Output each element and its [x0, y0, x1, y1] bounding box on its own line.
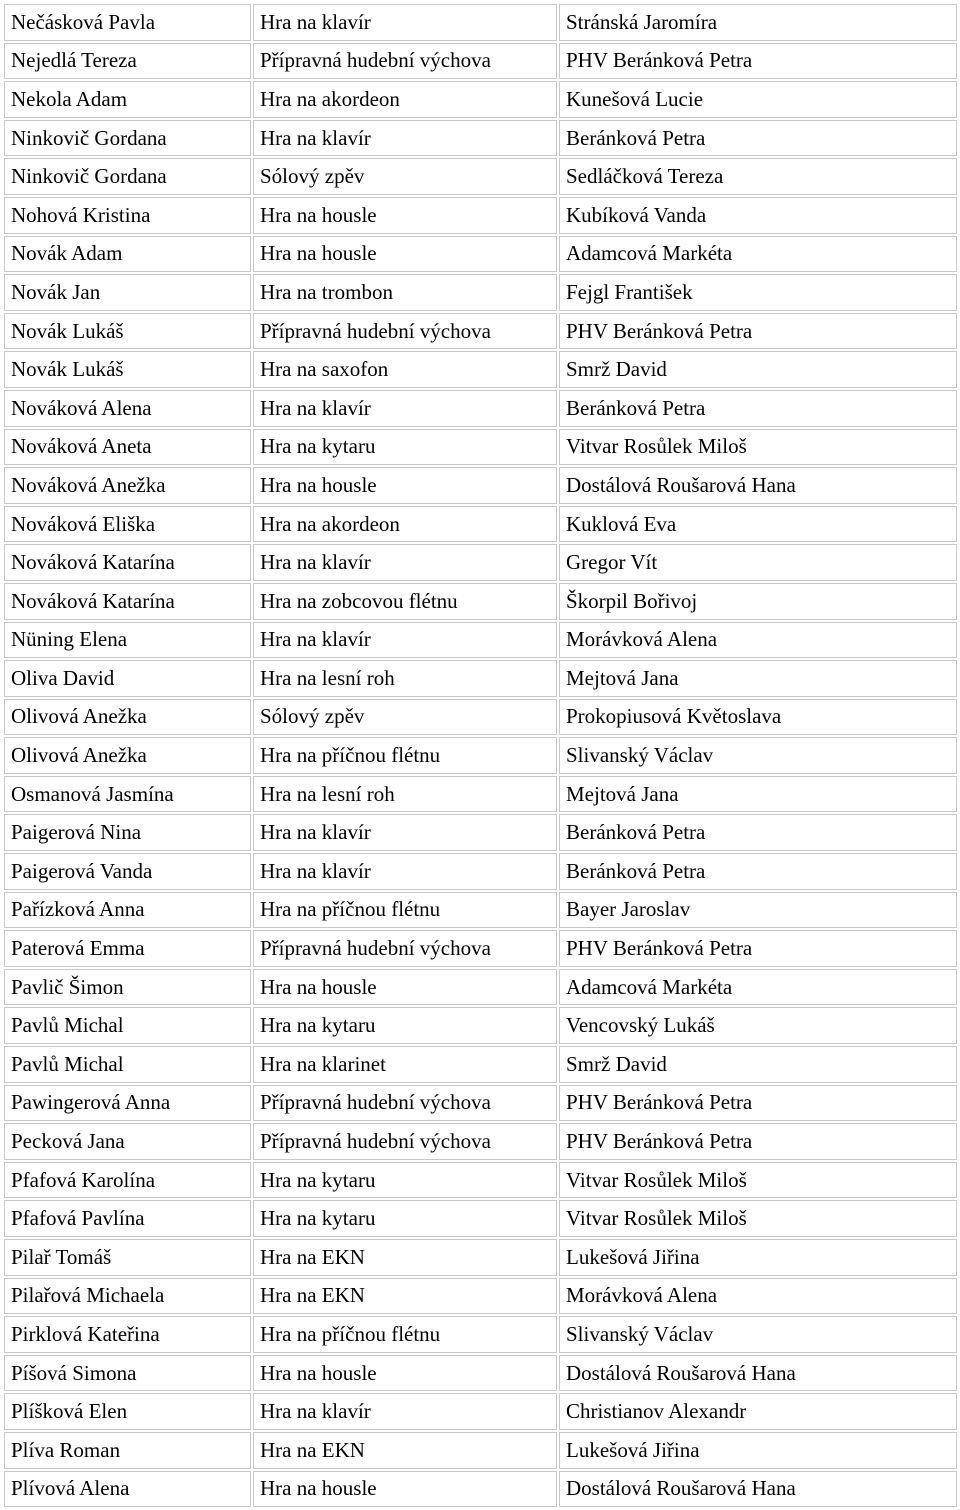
student-name-cell: Novák Lukáš [4, 351, 251, 388]
student-name-cell: Nüning Elena [4, 622, 251, 659]
table-row [4, 1471, 957, 1508]
table-row [4, 583, 957, 620]
student-name-cell: Osmanová Jasmína [4, 776, 251, 813]
subject-cell: Hra na akordeon [253, 81, 557, 118]
subject-cell: Hra na saxofon [253, 351, 557, 388]
student-name-cell: Novák Lukáš [4, 313, 251, 350]
teacher-cell: Vitvar Rosůlek Miloš [559, 1200, 957, 1237]
student-name-cell: Pilařová Michaela [4, 1278, 251, 1315]
subject-cell: Hra na klavír [253, 390, 557, 427]
table-row [4, 1432, 957, 1469]
student-name-cell: Nováková Katarína [4, 583, 251, 620]
student-name-cell: Plívová Alena [4, 1471, 251, 1508]
student-name-cell: Pavlič Šimon [4, 969, 251, 1006]
table-row [4, 1123, 957, 1160]
teacher-cell: Christianov Alexandr [559, 1393, 957, 1430]
table-row [4, 544, 957, 581]
teacher-cell: PHV Beránková Petra [559, 930, 957, 967]
student-name-cell: Ninkovič Gordana [4, 120, 251, 157]
student-name-cell: Ninkovič Gordana [4, 158, 251, 195]
subject-cell: Hra na EKN [253, 1239, 557, 1276]
teacher-cell: PHV Beránková Petra [559, 43, 957, 80]
subject-cell: Hra na klavír [253, 622, 557, 659]
table-row [4, 120, 957, 157]
table-row [4, 81, 957, 118]
student-name-cell: Nováková Eliška [4, 506, 251, 543]
teacher-cell: Adamcová Markéta [559, 969, 957, 1006]
subject-cell: Hra na klavír [253, 1393, 557, 1430]
subject-cell: Hra na příčnou flétnu [253, 1316, 557, 1353]
teacher-cell: Smrž David [559, 351, 957, 388]
student-name-cell: Nováková Katarína [4, 544, 251, 581]
teacher-cell: Slivanský Václav [559, 1316, 957, 1353]
student-name-cell: Pavlů Michal [4, 1046, 251, 1083]
table-row [4, 1393, 957, 1430]
table-row [4, 1239, 957, 1276]
teacher-cell: Smrž David [559, 1046, 957, 1083]
student-name-cell: Paterová Emma [4, 930, 251, 967]
table-row [4, 1200, 957, 1237]
teacher-cell: Kuklová Eva [559, 506, 957, 543]
student-name-cell: Pirklová Kateřina [4, 1316, 251, 1353]
teacher-cell: Stránská Jaromíra [559, 4, 957, 41]
teacher-cell: Kubíková Vanda [559, 197, 957, 234]
subject-cell: Hra na příčnou flétnu [253, 737, 557, 774]
student-name-cell: Pilař Tomáš [4, 1239, 251, 1276]
teacher-cell: Škorpil Bořivoj [559, 583, 957, 620]
teacher-cell: Mejtová Jana [559, 776, 957, 813]
subject-cell: Přípravná hudební výchova [253, 930, 557, 967]
student-name-cell: Nekola Adam [4, 81, 251, 118]
teacher-cell: Sedláčková Tereza [559, 158, 957, 195]
subject-cell: Hra na klavír [253, 814, 557, 851]
teacher-cell: Dostálová Roušarová Hana [559, 1355, 957, 1392]
table-row [4, 969, 957, 1006]
table-row [4, 1316, 957, 1353]
subject-cell: Hra na lesní roh [253, 776, 557, 813]
student-name-cell: Oliva David [4, 660, 251, 697]
student-name-cell: Pařízková Anna [4, 892, 251, 929]
teacher-cell: Morávková Alena [559, 622, 957, 659]
student-name-cell: Olivová Anežka [4, 699, 251, 736]
subject-cell: Sólový zpěv [253, 699, 557, 736]
teacher-cell: PHV Beránková Petra [559, 313, 957, 350]
subject-cell: Hra na EKN [253, 1432, 557, 1469]
table-row [4, 1355, 957, 1392]
table-row [4, 467, 957, 504]
teacher-cell: Fejgl František [559, 274, 957, 311]
student-name-cell: Pfafová Karolína [4, 1162, 251, 1199]
subject-cell: Přípravná hudební výchova [253, 1123, 557, 1160]
student-name-cell: Pawingerová Anna [4, 1085, 251, 1122]
table-row [4, 4, 957, 41]
student-name-cell: Paigerová Vanda [4, 853, 251, 890]
teacher-cell: PHV Beránková Petra [559, 1085, 957, 1122]
subject-cell: Hra na kytaru [253, 1200, 557, 1237]
teacher-cell: PHV Beránková Petra [559, 1123, 957, 1160]
subject-cell: Hra na akordeon [253, 506, 557, 543]
table-row [4, 892, 957, 929]
student-name-cell: Nejedlá Tereza [4, 43, 251, 80]
table-row [4, 351, 957, 388]
student-name-cell: Olivová Anežka [4, 737, 251, 774]
subject-cell: Hra na kytaru [253, 1007, 557, 1044]
teacher-cell: Slivanský Václav [559, 737, 957, 774]
subject-cell: Hra na housle [253, 1355, 557, 1392]
student-name-cell: Nováková Aneta [4, 429, 251, 466]
teacher-cell: Lukešová Jiřina [559, 1239, 957, 1276]
teacher-cell: Bayer Jaroslav [559, 892, 957, 929]
subject-cell: Hra na kytaru [253, 1162, 557, 1199]
subject-cell: Hra na klavír [253, 120, 557, 157]
subject-cell: Přípravná hudební výchova [253, 1085, 557, 1122]
subject-cell: Hra na klavír [253, 544, 557, 581]
subject-cell: Sólový zpěv [253, 158, 557, 195]
teacher-cell: Beránková Petra [559, 120, 957, 157]
table-row [4, 1085, 957, 1122]
subject-cell: Hra na EKN [253, 1278, 557, 1315]
table-row [4, 390, 957, 427]
teacher-cell: Dostálová Roušarová Hana [559, 1471, 957, 1508]
subject-cell: Hra na kytaru [253, 429, 557, 466]
table-row [4, 274, 957, 311]
student-name-cell: Pavlů Michal [4, 1007, 251, 1044]
teacher-cell: Lukešová Jiřina [559, 1432, 957, 1469]
teacher-cell: Prokopiusová Květoslava [559, 699, 957, 736]
student-name-cell: Nohová Kristina [4, 197, 251, 234]
teacher-cell: Beránková Petra [559, 390, 957, 427]
subject-cell: Hra na klarinet [253, 1046, 557, 1083]
student-name-cell: Pfafová Pavlína [4, 1200, 251, 1237]
table-row [4, 313, 957, 350]
table-row [4, 1007, 957, 1044]
subject-cell: Hra na housle [253, 1471, 557, 1508]
table-row [4, 43, 957, 80]
student-name-cell: Plíva Roman [4, 1432, 251, 1469]
subject-cell: Přípravná hudební výchova [253, 43, 557, 80]
table-row [4, 814, 957, 851]
table-row [4, 737, 957, 774]
table-row [4, 158, 957, 195]
subject-cell: Hra na klavír [253, 4, 557, 41]
student-name-cell: Plíšková Elen [4, 1393, 251, 1430]
table-row [4, 197, 957, 234]
teacher-cell: Dostálová Roušarová Hana [559, 467, 957, 504]
subject-cell: Hra na trombon [253, 274, 557, 311]
teacher-cell: Beránková Petra [559, 814, 957, 851]
teacher-cell: Beránková Petra [559, 853, 957, 890]
subject-cell: Hra na lesní roh [253, 660, 557, 697]
teacher-cell: Morávková Alena [559, 1278, 957, 1315]
teacher-cell: Adamcová Markéta [559, 236, 957, 273]
subject-cell: Hra na příčnou flétnu [253, 892, 557, 929]
table-row [4, 506, 957, 543]
table-row [4, 930, 957, 967]
subject-cell: Přípravná hudební výchova [253, 313, 557, 350]
table-row [4, 853, 957, 890]
teacher-cell: Mejtová Jana [559, 660, 957, 697]
table-row [4, 1278, 957, 1315]
teacher-cell: Kunešová Lucie [559, 81, 957, 118]
table-row [4, 1046, 957, 1083]
table-row [4, 776, 957, 813]
student-name-cell: Nečásková Pavla [4, 4, 251, 41]
table-row [4, 429, 957, 466]
table-row [4, 622, 957, 659]
table-row [4, 660, 957, 697]
student-name-cell: Novák Adam [4, 236, 251, 273]
teacher-cell: Vitvar Rosůlek Miloš [559, 1162, 957, 1199]
student-name-cell: Novák Jan [4, 274, 251, 311]
subject-cell: Hra na housle [253, 197, 557, 234]
table-row [4, 1162, 957, 1199]
student-name-cell: Nováková Alena [4, 390, 251, 427]
table-row [4, 236, 957, 273]
student-name-cell: Paigerová Nina [4, 814, 251, 851]
student-name-cell: Píšová Simona [4, 1355, 251, 1392]
subject-cell: Hra na housle [253, 236, 557, 273]
teacher-cell: Gregor Vít [559, 544, 957, 581]
subject-cell: Hra na klavír [253, 853, 557, 890]
subject-cell: Hra na housle [253, 969, 557, 1006]
table-row [4, 699, 957, 736]
student-name-cell: Nováková Anežka [4, 467, 251, 504]
subject-cell: Hra na housle [253, 467, 557, 504]
teacher-cell: Vitvar Rosůlek Miloš [559, 429, 957, 466]
roster-body [4, 4, 957, 1507]
student-roster-table [2, 2, 959, 1509]
subject-cell: Hra na zobcovou flétnu [253, 583, 557, 620]
teacher-cell: Vencovský Lukáš [559, 1007, 957, 1044]
student-name-cell: Pecková Jana [4, 1123, 251, 1160]
